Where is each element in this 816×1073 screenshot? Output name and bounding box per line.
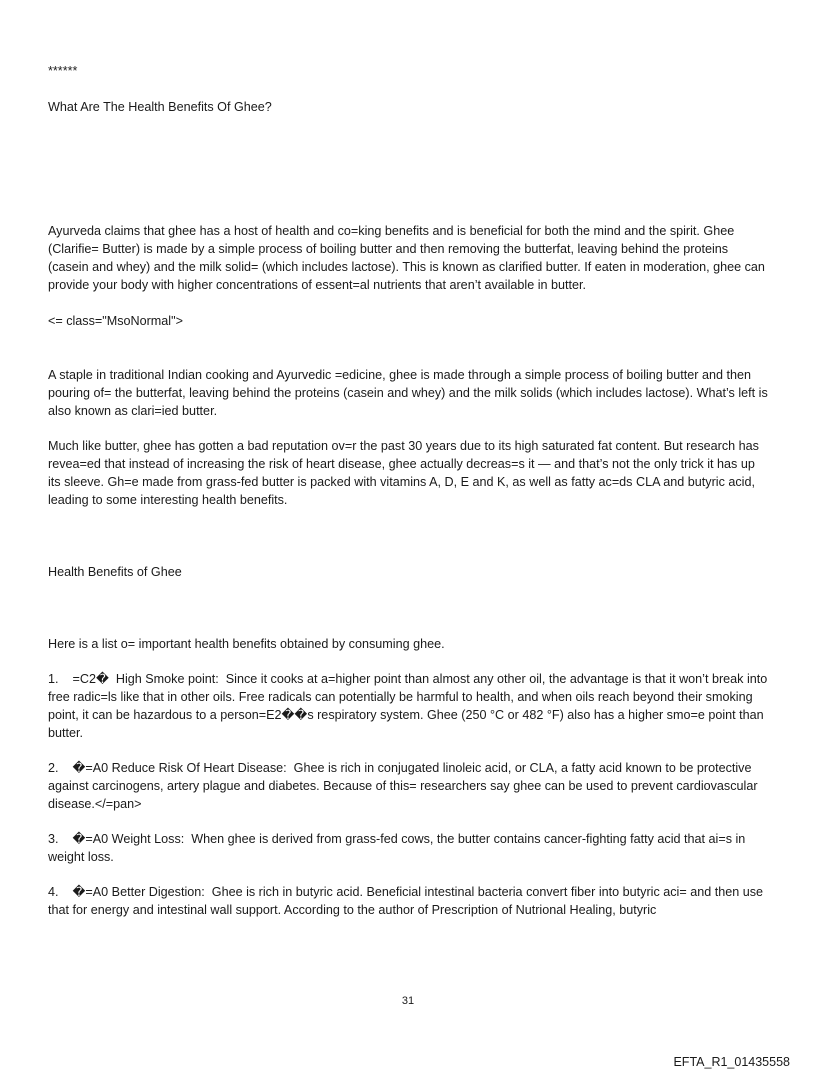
list-item: 3. �=A0 Weight Loss: When ghee is derived from grass-fed cows, the butter contains cancer-fighting fatty acid that ai=s in weight loss.	[48, 832, 749, 864]
separator: ******	[48, 64, 78, 78]
intro-paragraph: Ayurveda claims that ghee has a host of health and co=king benefits and is beneficial for both the mind and the spirit. Ghee (Clarifie= Butter) is made by a simple process of boiling butter and then removing the butterfat, leaving behind the proteins (casein and whey) and the milk solid= (which includes lactose). This is known as clarified butter. If eaten in moderation, ghee can provide your body with higher concentrations of essent=al nutrients that aren’t available in butter.	[48, 224, 769, 292]
document-body	[48, 62, 770, 919]
section-heading: Health Benefits of Ghee	[48, 565, 182, 579]
page-title: What Are The Health Benefits Of Ghee?	[48, 100, 272, 114]
page-number: 31	[401, 995, 415, 1007]
document-id: EFTA_R1_01435558	[673, 1055, 790, 1069]
list-item: 4. �=A0 Better Digestion: Ghee is rich in butyric acid. Beneficial intestinal bacteria convert fiber into butyric aci= and then use that for energy and intestinal wall support. According to the author of Prescription of Nutrional Healing, butyric	[48, 885, 767, 917]
stray-markup-line: <= class="MsoNormal">	[48, 314, 183, 328]
list-item: 1. =C2� High Smoke point: Since it cooks at a=higher point than almost any other oil, the advantage is that it won’t break into free radic=ls like that in other oils. Free radicals can potentially be harmful to health, and when oils reach beyond their smoking point, it can be hazardous to a person=E2��s respiratory system. Ghee (250 °C or 482 °F) also has a higher smo=e point than butter.	[48, 672, 771, 740]
list-intro: Here is a list o= important health benefits obtained by consuming ghee.	[48, 637, 445, 651]
list-item: 2. �=A0 Reduce Risk Of Heart Disease: Ghee is rich in conjugated linoleic acid, or CLA, a fatty acid known to be protective against carcinogens, artery plague and diabetes. Because of this= researchers say ghee can be used to prevent cardiovascular disease.</=pan>	[48, 761, 762, 811]
staple-paragraph: A staple in traditional Indian cooking and Ayurvedic =edicine, ghee is made through a simple process of boiling butter and then pouring of= the butterfat, leaving behind the proteins (casein and whey) and the milk solids (which includes lactose). What’s left is also known as clari=ied butter.	[48, 368, 772, 418]
butter-paragraph: Much like butter, ghee has gotten a bad reputation ov=r the past 30 years due to its high saturated fat content. But research has revea=ed that instead of increasing the risk of heart disease, ghee actually decreas=s it — and that’s not the only trick it has up its sleeve. Gh=e made from grass-fed butter is packed with vitamins A, D, E and K, as well as fatty ac=ds CLA and butyric acid, leading to some interesting health benefits.	[48, 439, 763, 507]
